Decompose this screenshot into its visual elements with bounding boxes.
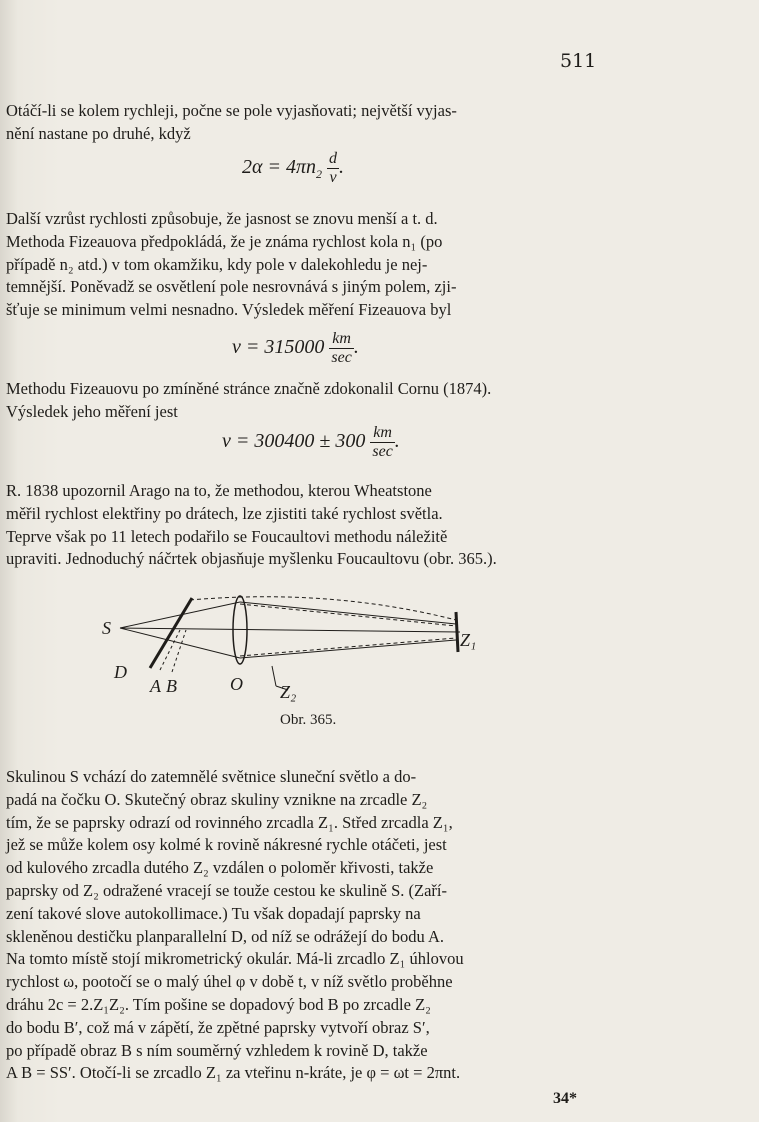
page-number: 511 (560, 50, 597, 72)
text-line: Methoda Fizeauova předpokládá, že je známa rychlost kola n₁ (po (6, 231, 443, 251)
figure-caption: Obr. 365. (280, 712, 337, 728)
signature-mark: 34* (553, 1090, 577, 1107)
text-line: po případě obraz B s ním souměrný vzhledem k rovině D, takže (6, 1040, 428, 1060)
text-line: rychlost ω, pootočí se o malý úhel φ v době t, v níž světlo proběhne (6, 972, 453, 992)
dashed-ray (240, 638, 456, 656)
text-line: dráhu 2c = 2.Z₁Z₂. Tím pošine se dopadový bod B po zrcadle Z₂ (6, 994, 431, 1014)
dashed-ray (240, 604, 456, 626)
fraction (370, 424, 394, 461)
dashed-arc (190, 597, 456, 620)
fraction-denominator: sec (372, 443, 393, 460)
ray-lower (120, 628, 240, 658)
label-s: S (102, 618, 111, 638)
ray-lower-to-z1 (240, 640, 456, 658)
equation-2 (232, 330, 359, 367)
label-d: D (114, 662, 127, 682)
text-line: Teprve však po 11 letech podařilo se Foucaultovi methodu náležitě (6, 526, 448, 546)
text-line: do bodu B′, což má v zápětí, že zpětné paprsky vytvoří obraz S′, (6, 1017, 430, 1037)
label-o: O (230, 674, 243, 694)
equation-tail: . (353, 336, 359, 359)
text-line: skleněnou destičku planparallelní D, od níž se odrážejí do bodu A. (6, 926, 445, 946)
text-line: případě n₂ atd.) v tom okamžiku, kdy pole v dalekohledu je nej- (6, 254, 428, 274)
text-line: tím, že se paprsky odrazí od rovinného zrcadla Z₁. Střed zrcadla Z₁, (6, 812, 453, 832)
fraction (329, 330, 353, 367)
text-line: padá na čočku O. Skutečný obraz skuliny vznikne na zrcadle Z₂ (6, 789, 428, 809)
text-line: Methodu Fizeauovu po zmíněné stránce značně zdokonalil Cornu (1874). (6, 379, 492, 398)
text-line: paprsky od Z₂ odražené vracejí se touže cestou ke skulině S. (Zaří- (6, 880, 448, 900)
text-line: Výsledek jeho měření jest (6, 401, 178, 421)
equation-3 (222, 424, 400, 461)
fraction-denominator: v (329, 169, 337, 186)
equation-tail: . (394, 430, 400, 453)
text-line: nění nastane po druhé, když (6, 123, 191, 143)
equation-lhs: v = 315000 (232, 336, 325, 359)
fraction-numerator: d (329, 150, 338, 167)
text-line: upraviti. Jednoduchý náčrtek objasňuje myšlenku Foucaultovu (obr. 365.). (6, 549, 497, 569)
glass-plate-d (150, 598, 192, 668)
text-line: jež se může kolem osy kolmé k rovině nákresné rychle otáčeti, jest (6, 835, 447, 855)
z2-pointer (272, 666, 276, 686)
equation-subscript: 2 (316, 167, 323, 182)
equation-tail: . (339, 156, 345, 179)
text-line: Otáčí-li se kolem rychleji, počne se pole vyjasňovati; největší vyjas- (6, 101, 457, 120)
label-a: A (150, 676, 161, 696)
lens-o (233, 596, 247, 664)
fraction (327, 150, 339, 187)
text-line: Další vzrůst rychlosti způsobuje, že jasnost se znovu menší a t. d. (6, 209, 438, 228)
paragraph-3 (6, 378, 594, 424)
foucault-apparatus-diagram (100, 590, 500, 710)
paragraph-5 (6, 766, 594, 1085)
text-line: zení takové slove autokollimace.) Tu však dopadají paprsky na (6, 903, 421, 923)
paragraph-2 (6, 208, 594, 322)
equation-1 (242, 150, 344, 187)
equation-lhs: 2α = 4πn (242, 156, 317, 179)
text-line: temnější. Poněvadž se osvětlení pole nesrovnává s jiným polem, zji- (6, 277, 457, 297)
text-line: šťuje se minimum velmi nesnadno. Výsledek měření Fizeauova byl (6, 300, 452, 320)
label-z1: Z₁ (460, 630, 477, 650)
label-z2: Z₂ (280, 682, 297, 702)
text-line: Na tomto místě stojí mikrometrický okulár. Má-li zrcadlo Z₁ úhlovou (6, 949, 464, 969)
label-b: B (166, 676, 177, 696)
dashed-line-b (172, 630, 186, 672)
text-line: Skulinou S vchází do zatemnělé světnice sluneční světlo a do- (6, 767, 417, 786)
paragraph-4 (6, 480, 594, 571)
text-line: A B = SS′. Otočí-li se zrcadlo Z₁ za vteřinu n-kráte, je φ = ωt = 2πnt. (6, 1063, 461, 1083)
fraction-denominator: sec (331, 349, 352, 366)
mirror-z1 (456, 612, 458, 652)
fraction-numerator: km (370, 424, 394, 443)
fraction-numerator: km (329, 330, 353, 349)
text-line: měřil rychlost elektřiny po drátech, lze zjistiti také rychlost světla. (6, 503, 443, 523)
text-line: R. 1838 upozornil Arago na to, že methodou, kterou Wheatstone (6, 481, 432, 500)
ray-upper (120, 602, 240, 628)
equation-lhs: v = 300400 ± 300 (222, 430, 366, 453)
text-line: od kulového zrcadla dutého Z₂ vzdálen o poloměr křivosti, takže (6, 858, 434, 878)
paragraph-1 (6, 100, 594, 146)
